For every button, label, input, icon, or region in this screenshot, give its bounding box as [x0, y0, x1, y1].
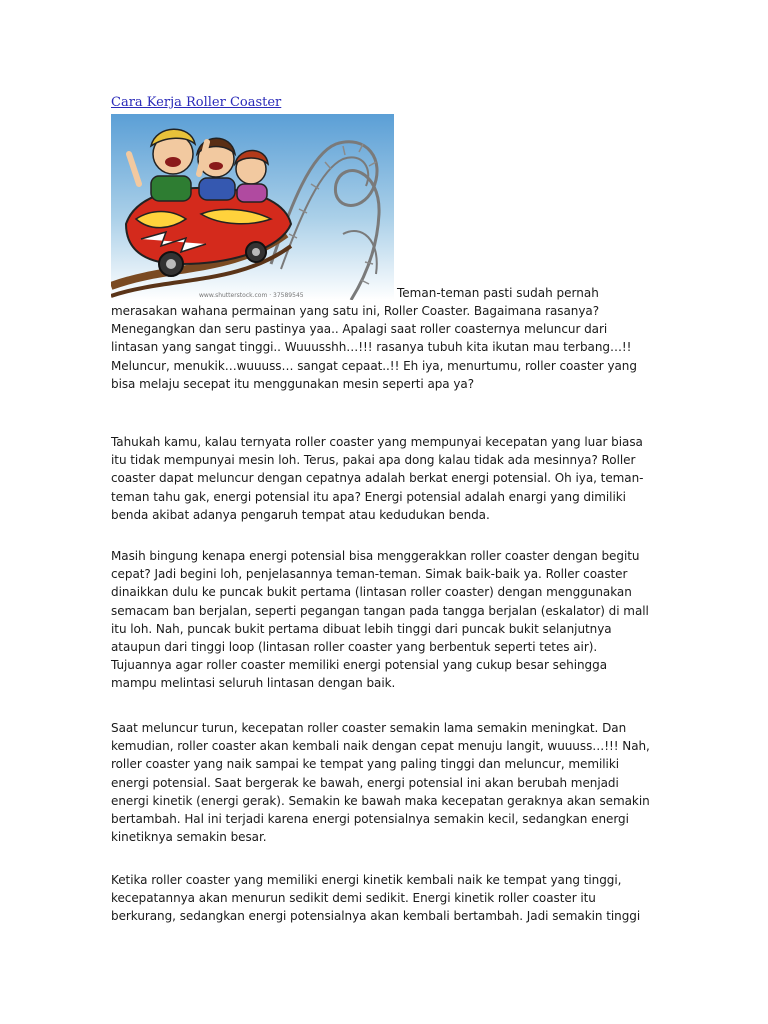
image-watermark: www.shutterstock.com · 37589545: [199, 292, 304, 299]
roller-coaster-illustration: [111, 114, 394, 300]
paragraph-1-lead: Teman-teman pasti sudah pernah: [397, 286, 599, 300]
paragraph-1: merasakan wahana permainan yang satu ini, Roller Coaster. Bagaimana rasanya? Menegangkan dan seru pastinya yaa.. Apalagi saat roller coasternya meluncur dari lintasan yang sangat tinggi.. Wuuusshh…!!! rasanya tubuh kita ikutan mau terbang…!! Meluncur, menukik…wuuuss… sangat cepaat..!! Eh iya, menurtumu, roller coaster yang bisa melaju secepat itu menggunakan mesin seperti apa ya?: [111, 304, 637, 391]
paragraph-5: Ketika roller coaster yang memiliki energi kinetik kembali naik ke tempat yang tinggi, kecepatannya akan menurun sedikit demi sedikit. Energi kinetik roller coaster itu berkurang, sedangkan energi potensialnya akan kembali bertambah. Jadi semakin tinggi: [111, 873, 641, 924]
paragraph-2: Tahukah kamu, kalau ternyata roller coaster yang mempunyai kecepatan yang luar biasa itu tidak mempunyai mesin loh. Terus, pakai apa dong kalau tidak ada mesinnya? Roller coaster dapat meluncur dengan cepatnya adalah berkat energi potensial. Oh iya, teman-teman tahu gak, energi potensial itu apa? Energi potensial adalah enargi yang dimiliki benda akibat adanya pengaruh tempat atau kedudukan benda.: [111, 435, 644, 522]
article-title-link[interactable]: Cara Kerja Roller Coaster: [111, 95, 282, 110]
paragraph-3: Masih bingung kenapa energi potensial bisa menggerakkan roller coaster dengan begitu cepat? Jadi begini loh, penjelasannya teman-teman. Simak baik-baik ya. Roller coaster dinaikkan dulu ke puncak bukit pertama (lintasan roller coaster) dengan menggunakan semacam ban berjalan, seperti pegangan tangan pada tangga berjalan (eskalator) di mall itu loh. Nah, puncak bukit pertama dibuat lebih tinggi dari puncak bukit selanjutnya ataupun dari tinggi loop (lintasan roller coaster yang berbentuk seperti tetes air). Tujuannya agar roller coaster memiliki energi potensial yang cukup besar sehingga mampu melintasi seluruh lintasan dengan baik.: [111, 549, 649, 691]
paragraph-4: Saat meluncur turun, kecepatan roller coaster semakin lama semakin meningkat. Dan kemudian, roller coaster akan kembali naik dengan cepat menuju langit, wuuuss…!!! Nah, roller coaster yang naik sampai ke tempat yang paling tinggi dan meluncur, memiliki energi potensial. Saat bergerak ke bawah, energi potensial ini akan berubah menjadi energi kinetik (energi gerak). Semakin ke bawah maka kecepatan geraknya akan semakin bertambah. Hal ini terjadi karena energi potensialnya semakin kecil, sedangkan energi kinetiknya semakin besar.: [111, 721, 650, 845]
